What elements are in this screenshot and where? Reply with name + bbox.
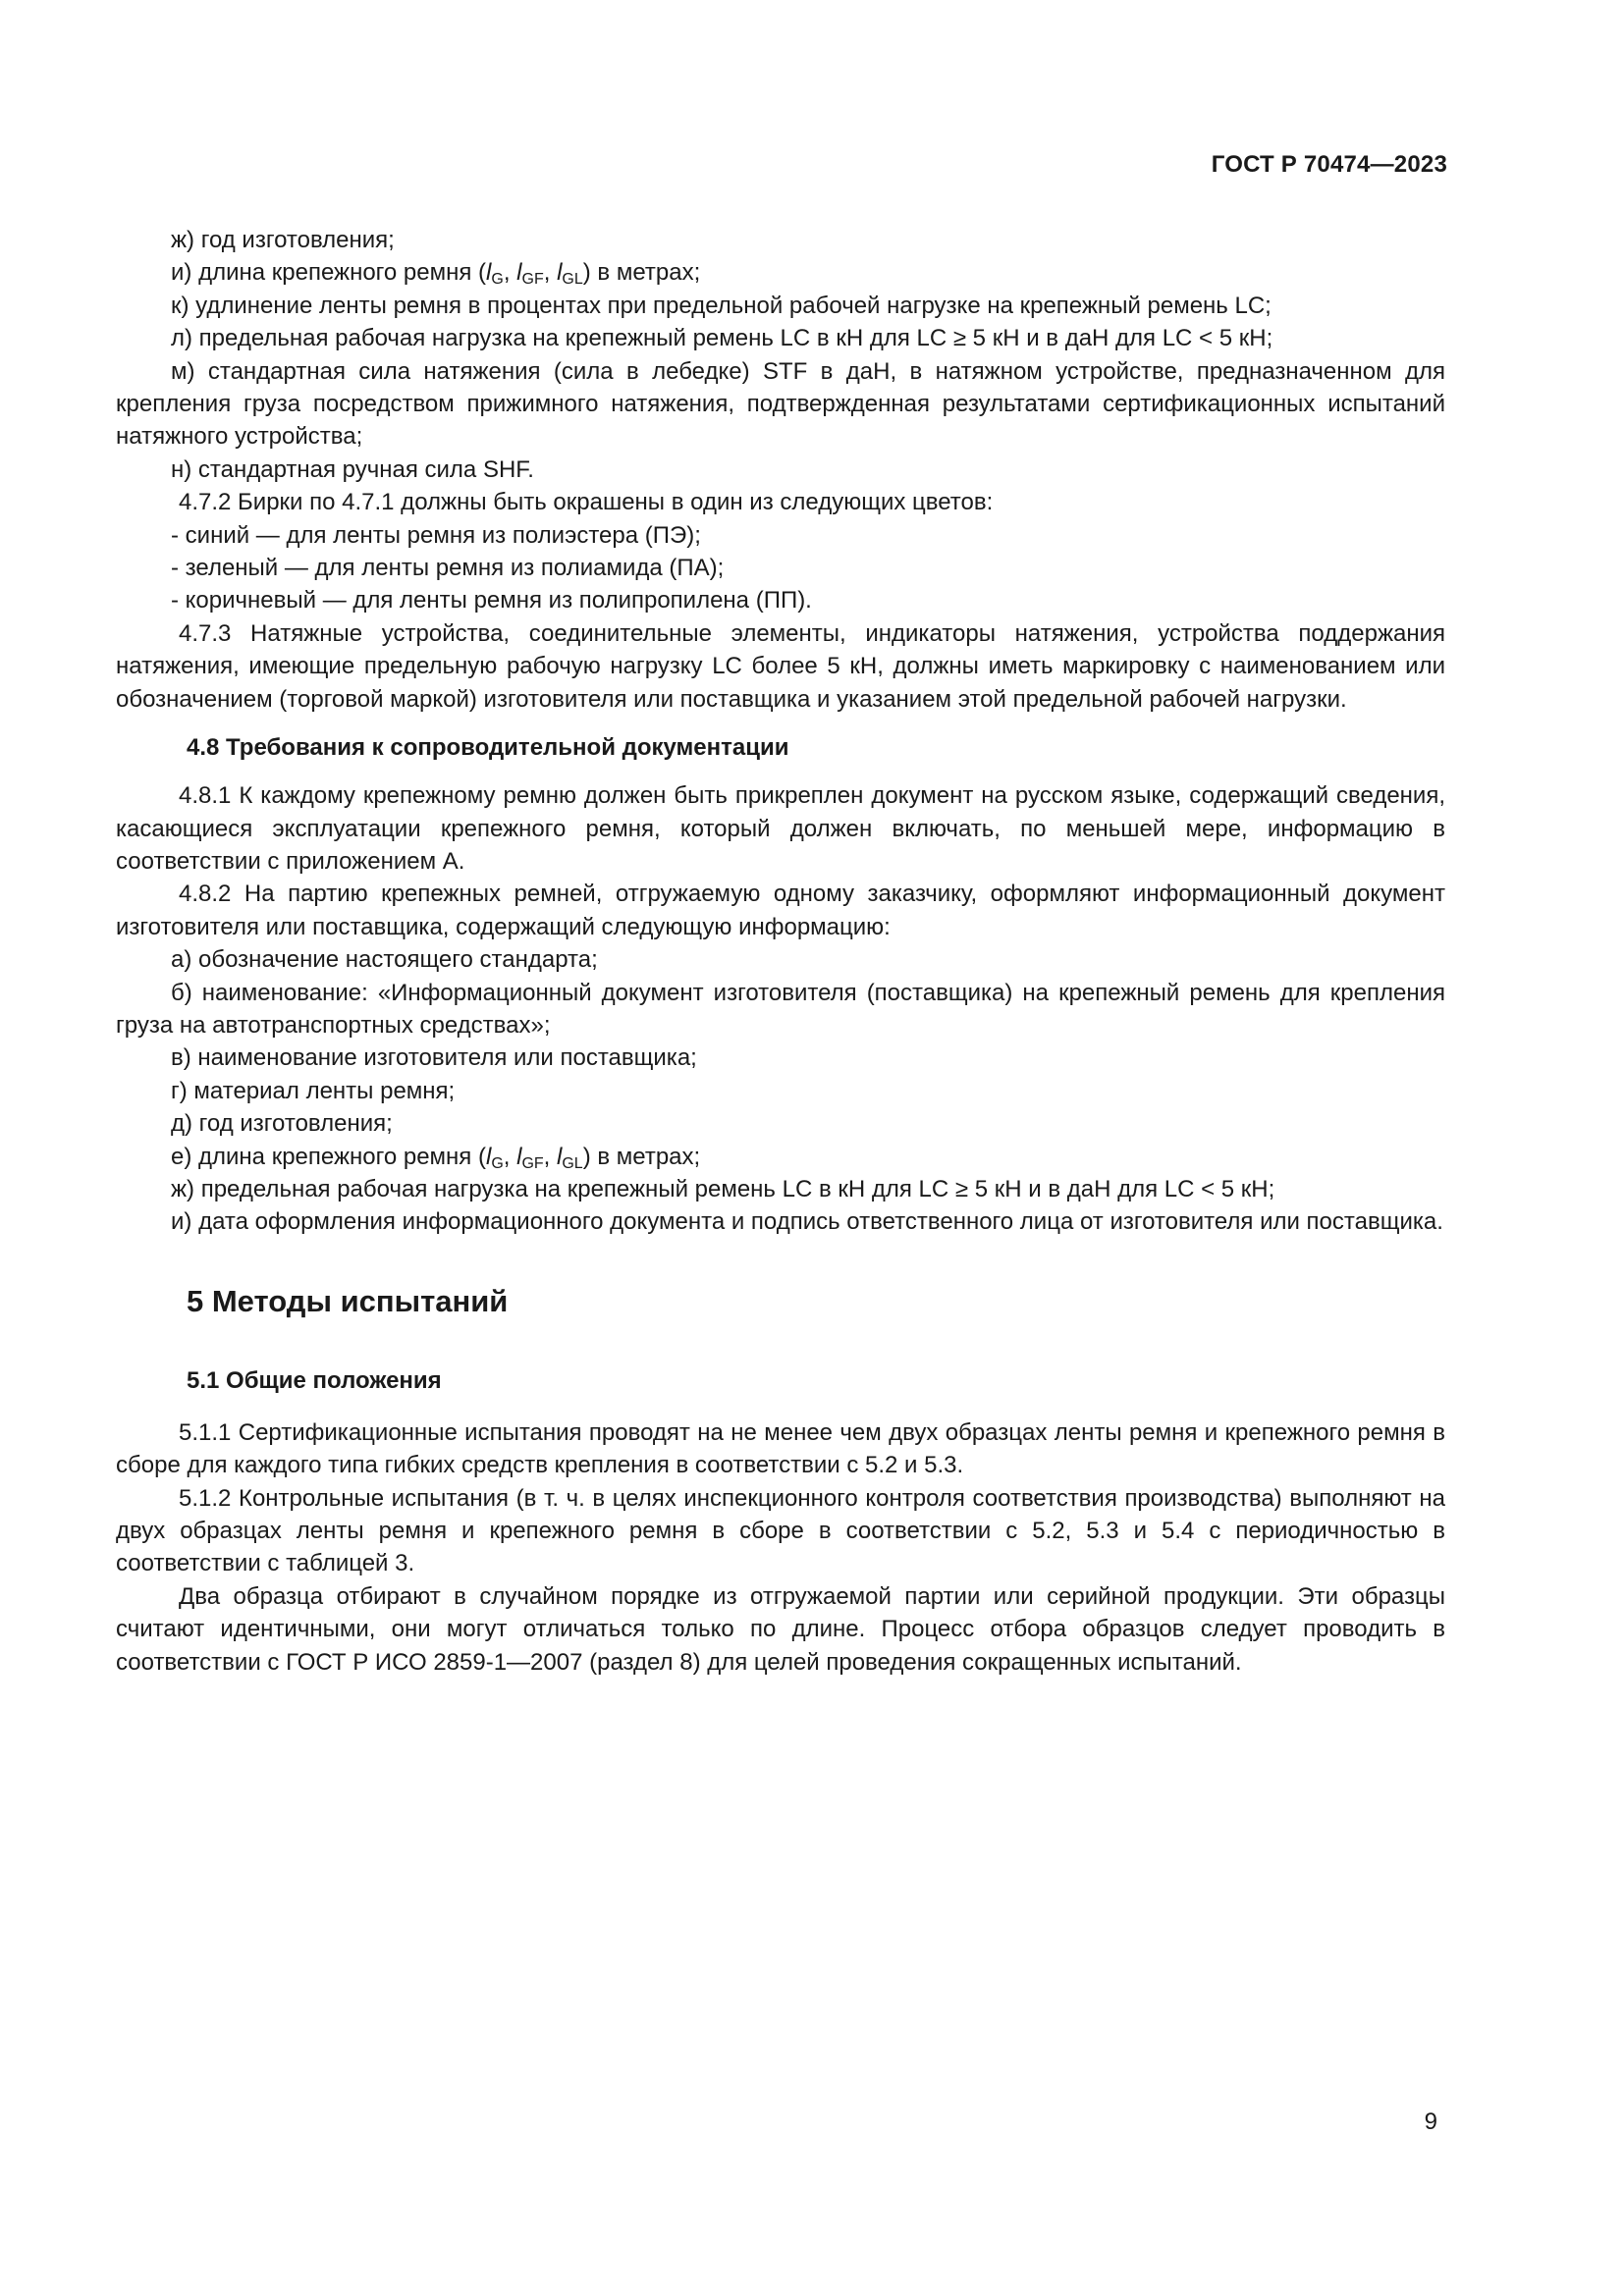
list-item-zh: ж) год изготовления; xyxy=(171,227,395,253)
page-number: 9 xyxy=(1424,2109,1437,2135)
doc-item-e-lengths: е) длина крепежного ремня ($l_G$, $l_{GF}$, $l_{GL}$) в метрах; xyxy=(171,1143,701,1172)
list-item-l: л) предельная рабочая нагрузка на крепежный ремень LC в кН для LC ≥ 5 кН и в даН для LC < 5 кН; xyxy=(171,325,1273,352)
paragraph-5-1-1: 5.1.1 Сертификационные испытания проводят на не менее чем двух образцах ленты ремня и крепежного ремня в сборе для каждого типа гибких средств крепления в соответствии с 5.2 и 5.3. xyxy=(116,1418,1445,1479)
section-5-heading: 5 Методы испытаний xyxy=(187,1283,509,1318)
list-item-i-lengths: и) длина крепежного ремня ($l_G$, $l_{GF}$, $l_{GL}$) в метрах; xyxy=(171,259,701,289)
color-item-green: - зеленый — для ленты ремня из полиамида (ПА); xyxy=(171,555,725,582)
doc-item-zh: ж) предельная рабочая нагрузка на крепежный ремень LC в кН для LC ≥ 5 кН и в даН для LC < 5 кН; xyxy=(171,1175,1275,1202)
page-body xyxy=(116,224,1445,1679)
paragraph-5-1-2: 5.1.2 Контрольные испытания (в т. ч. в целях инспекционного контроля соответствия производства) выполняют на двух образцах ленты ремня и крепежного ремня в сборе в соответствии с 5.2, 5.3 и 5.4 с периодичностью в соответствии с таблицей 3. xyxy=(116,1484,1445,1577)
list-item-k: к) удлинение ленты ремня в процентах при предельной рабочей нагрузке на крепежный ремень LC; xyxy=(171,292,1272,319)
doc-item-g: г) материал ленты ремня; xyxy=(171,1077,456,1104)
paragraph-4-8-2: 4.8.2 На партию крепежных ремней, отгружаемую одному заказчику, оформляют информационный документ изготовителя или поставщика, содержащий следующую информацию: xyxy=(116,881,1445,940)
paragraph-4-7-3: 4.7.3 Натяжные устройства, соединительные элементы, индикаторы натяжения, устройства поддержания натяжения, имеющие предельную рабочую нагрузку LC более 5 кН, должны иметь маркировку с наименованием или обозначением (торговой маркой) изготовителя или поставщика и указанием этой предельной рабочей нагрузки. xyxy=(116,619,1445,713)
color-item-brown: - коричневый — для ленты ремня из полипропилена (ПП). xyxy=(171,587,812,614)
color-item-blue: - синий — для ленты ремня из полиэстера (ПЭ); xyxy=(171,521,701,549)
list-item-m: м) стандартная сила натяжения (сила в лебедке) STF в даН, в натяжном устройстве, предназначенном для крепления груза посредством прижимного натяжения, подтвержденная результатами сертификационных испытаний натяжного устройства; xyxy=(116,357,1445,451)
doc-item-a: а) обозначение настоящего стандарта; xyxy=(171,946,598,974)
paragraph-sampling: Два образца отбирают в случайном порядке из отгружаемой партии или серийной продукции. Эти образцы считают идентичными, они могут отличаться только по длине. Процесс отбора образцов следует проводить в соответствии с ГОСТ Р ИСО 2859-1—2007 (раздел 8) для целей проведения сокращенных испытаний. xyxy=(116,1582,1445,1676)
doc-item-b: б) наименование: «Информационный документ изготовителя (поставщика) на крепежный ремень для крепления груза на автотранспортных средствах»; xyxy=(116,979,1445,1039)
section-5-1-heading: 5.1 Общие положения xyxy=(187,1366,442,1394)
doc-item-d: д) год изготовления; xyxy=(171,1110,393,1138)
section-4-8-heading: 4.8 Требования к сопроводительной документации xyxy=(187,734,789,762)
paragraph-4-7-2: 4.7.2 Бирки по 4.7.1 должны быть окрашены в один из следующих цветов: xyxy=(179,489,994,516)
doc-item-v: в) наименование изготовителя или поставщика; xyxy=(171,1044,697,1072)
doc-item-i: и) дата оформления информационного документа и подпись ответственного лица от изготовителя или поставщика. xyxy=(171,1208,1443,1236)
list-item-n: н) стандартная ручная сила SHF. xyxy=(171,455,534,483)
paragraph-4-8-1: 4.8.1 К каждому крепежному ремню должен быть прикреплен документ на русском языке, содержащий сведения, касающиеся эксплуатации крепежного ремня, который должен включать, по меньшей мере, информацию в соответствии с приложением А. xyxy=(116,782,1445,875)
document-code: ГОСТ Р 70474—2023 xyxy=(1211,151,1447,178)
